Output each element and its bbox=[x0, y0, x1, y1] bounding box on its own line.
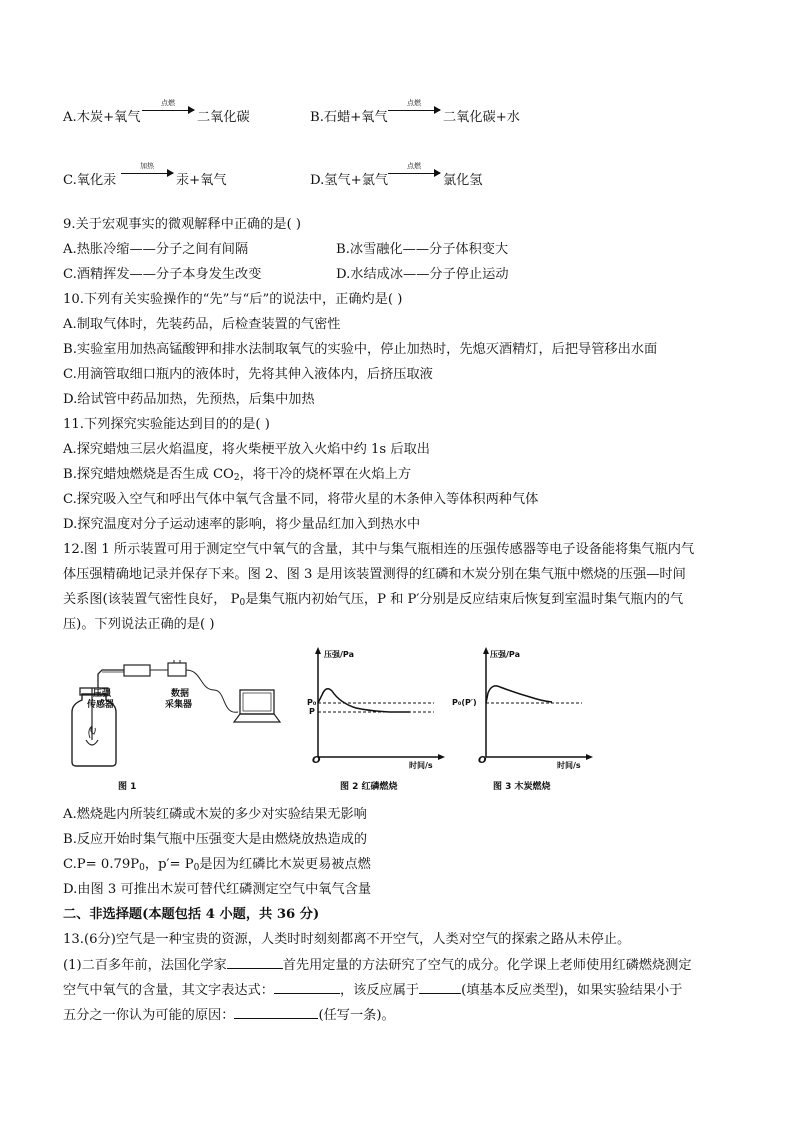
eq-right: 氯化氢 bbox=[443, 173, 483, 188]
option-8a bbox=[63, 109, 141, 127]
text: 首先用定量的方法研究了空气的成分。化学课上老师使用红磷燃烧测定 bbox=[282, 958, 692, 973]
q12-stem-line1: 12.图 1 所示装置可用于测定空气中氧气的含量，其中与集气瓶相连的压强传感器等电子设备能将集气瓶内气 bbox=[63, 542, 695, 557]
q9-option-d: D.水结成冰——分子停止运动 bbox=[336, 267, 509, 282]
reaction-arrow bbox=[121, 162, 173, 186]
text: ，将干冷的烧杯罩在火焰上方 bbox=[239, 467, 412, 482]
fig2-origin: O bbox=[312, 755, 321, 766]
q10-option-b: B.实验室用加热高锰酸钾和排水法制取氧气的实验中，停止加热时，先熄灭酒精灯，后把导管移出水面 bbox=[63, 342, 658, 357]
text: 是因为红磷比木炭更易被点燃 bbox=[199, 857, 371, 872]
q9-stem: 9.关于宏观事实的微观解释中正确的是( ) bbox=[63, 217, 302, 232]
sensor2-label-b: 采集器 bbox=[165, 700, 193, 710]
q12-option-c bbox=[63, 856, 371, 877]
q9-option-a: A.热胀冷缩——分子之间有间隔 bbox=[63, 242, 249, 257]
pressure-sensor-icon bbox=[124, 665, 150, 676]
fig2-p0-label: P₀ bbox=[307, 698, 317, 707]
eq-right: 汞+氧气 bbox=[176, 173, 227, 188]
q11-option-d: D.探究温度对分子运动速率的影响，将少量品红加入到热水中 bbox=[63, 517, 421, 532]
subscript: 0 bbox=[193, 863, 200, 873]
fig3-xlabel: 时间/s bbox=[557, 761, 581, 770]
reaction-arrow bbox=[388, 99, 440, 123]
laptop-icon bbox=[240, 690, 274, 714]
q13-stem: 13.(6分)空气是一种宝贵的资源，人类时时刻刻都离不开空气，人类对空气的探索之路从未停止。 bbox=[63, 932, 631, 947]
q10-stem: 10.下列有关实验操作的“先”与“后”的说法中，正确灼是( ) bbox=[63, 292, 403, 307]
text: 关系图(该装置气密性良好， P bbox=[63, 592, 240, 607]
q12-option-d: D.由图 3 可推出木炭可替代红磷测定空气中氧气含量 bbox=[63, 882, 372, 897]
subscript: 0 bbox=[139, 863, 145, 873]
reaction-arrow bbox=[388, 162, 440, 186]
sensor1-label-b: 传感器 bbox=[87, 700, 115, 710]
label: 压强 bbox=[93, 689, 112, 699]
eq-right: 二氧化碳 bbox=[197, 110, 250, 125]
data-collector-icon bbox=[168, 663, 186, 676]
text: (1)二百多年前，法国化学家 bbox=[63, 958, 227, 973]
q12-stem-line2: 体压强精确地记录并保存下来。图 2、图 3 是用该装置测得的红磷和木炭分别在集气瓶中燃烧的压强—时间 bbox=[63, 567, 686, 582]
q13-line4 bbox=[63, 1006, 395, 1025]
fig3-origin: O bbox=[478, 755, 487, 766]
pressure-curve bbox=[318, 689, 410, 712]
q12-option-a: A.燃烧匙内所装红磷或木炭的多少对实验结果无影响 bbox=[63, 807, 367, 822]
q11-option-b bbox=[63, 466, 411, 487]
option-8b bbox=[310, 109, 388, 127]
answer-blank[interactable] bbox=[419, 981, 461, 994]
text: 是集气瓶内初始气压，P 和 P′分别是反应结束后恢复到室温时集气瓶内的气 bbox=[245, 592, 684, 607]
q12-stem-line3 bbox=[63, 591, 683, 612]
q10-option-d: D.给试管中药品加热，先预热，后集中加热 bbox=[63, 392, 315, 407]
figure-2-chart bbox=[300, 645, 450, 770]
figure-3-caption: 图 3 木炭燃烧 bbox=[493, 782, 551, 792]
fig3-ylabel: 压强/Pa bbox=[490, 650, 520, 659]
text: (填基本反应类型)，如果实验结果小于 bbox=[461, 983, 683, 998]
option-8d bbox=[310, 172, 388, 190]
text: (任写一条)。 bbox=[318, 1008, 395, 1023]
figure-3-chart bbox=[468, 645, 598, 770]
reaction-condition: 点燃 bbox=[407, 99, 421, 107]
answer-blank[interactable] bbox=[227, 956, 283, 969]
figure-1-apparatus bbox=[62, 660, 292, 770]
section-2-heading: 二、非选择题(本题包括 4 小题，共 36 分) bbox=[63, 907, 320, 922]
reaction-condition: 点燃 bbox=[407, 162, 421, 170]
text: B.探究蜡烛燃烧是否生成 CO bbox=[63, 467, 234, 482]
eq-left: A.木炭+氧气 bbox=[63, 110, 141, 125]
figure-2-caption: 图 2 红磷燃烧 bbox=[340, 782, 398, 792]
q12-option-b: B.反应开始时集气瓶中压强变大是由燃烧放热造成的 bbox=[63, 832, 368, 847]
eq-left: B.石蜡+氧气 bbox=[310, 110, 388, 125]
answer-blank[interactable] bbox=[274, 981, 340, 994]
text: C.P= 0.79P bbox=[63, 857, 140, 872]
q11-option-a: A.探究蜡烛三层火焰温度，将火柴梗平放入火焰中约 1s 后取出 bbox=[63, 442, 430, 457]
text: 五分之一你认为可能的原因： bbox=[63, 1008, 235, 1023]
q12-stem-line4: 压)。下列说法正确的是( ) bbox=[63, 617, 215, 632]
eq-left: C.氧化汞 bbox=[63, 173, 117, 188]
combustion-spoon-icon bbox=[86, 740, 98, 745]
sensor2-label: 数据 bbox=[171, 689, 190, 699]
q11-stem: 11.下列探究实验能达到目的的是( ) bbox=[63, 417, 270, 432]
fig2-xlabel: 时间/s bbox=[409, 761, 433, 770]
eq-left: D.氢气+氯气 bbox=[310, 173, 389, 188]
option-8c bbox=[63, 172, 116, 190]
q10-option-a: A.制取气体时，先装药品，后检查装置的气密性 bbox=[63, 317, 341, 332]
pressure-curve bbox=[486, 686, 552, 703]
subscript: 0 bbox=[239, 598, 246, 608]
q10-option-c: C.用滴管取细口瓶内的液体时，先将其伸入液体内，后挤压取液 bbox=[63, 367, 433, 382]
answer-blank[interactable] bbox=[234, 1006, 318, 1019]
reaction-arrow bbox=[142, 99, 194, 123]
reaction-condition: 加热 bbox=[140, 162, 154, 170]
eq-right: 二氧化碳+水 bbox=[443, 110, 520, 125]
fig3-p0-label: P₀(P′) bbox=[452, 698, 477, 707]
fig2-p-label: P bbox=[309, 707, 315, 716]
q9-option-b: B.冰雪融化——分子体积变大 bbox=[336, 242, 509, 257]
text: ，该反应属于 bbox=[340, 983, 420, 998]
reaction-condition: 点燃 bbox=[161, 99, 175, 107]
text: ，p′= P bbox=[144, 857, 194, 872]
q11-option-c: C.探究吸入空气和呼出气体中氧气含量不同，将带火星的木条伸入等体积两种气体 bbox=[63, 492, 539, 507]
subscript: 2 bbox=[233, 473, 240, 483]
q9-option-c: C.酒精挥发——分子本身发生改变 bbox=[63, 267, 262, 282]
figure-1-caption: 图 1 bbox=[118, 782, 137, 792]
text: 空气中氧气的含量，其文字表达式： bbox=[63, 983, 274, 998]
q13-line3 bbox=[63, 981, 682, 1000]
q13-line2 bbox=[63, 956, 692, 975]
fig2-ylabel: 压强/Pa bbox=[324, 650, 354, 659]
